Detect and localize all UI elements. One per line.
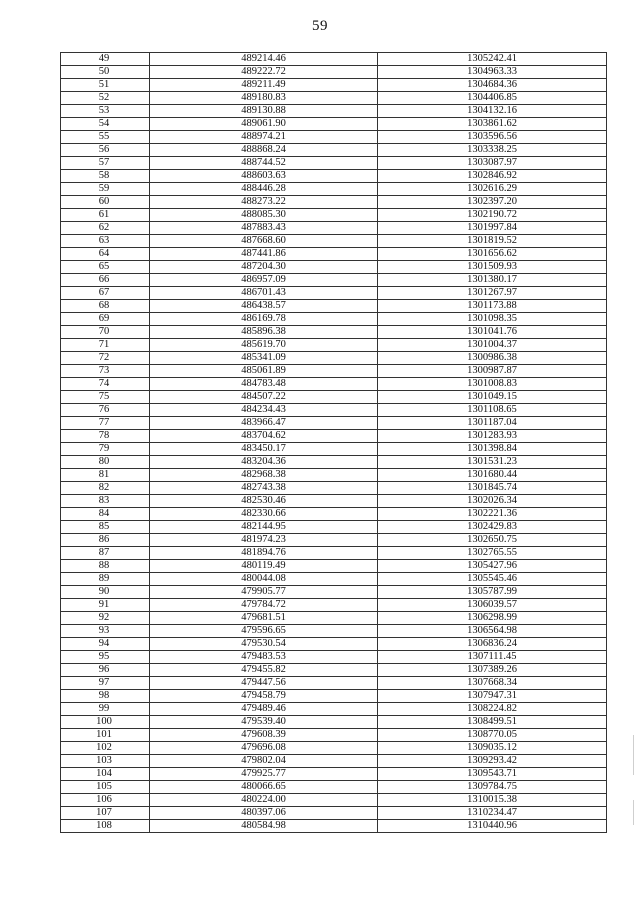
table-row	[61, 443, 607, 456]
table-row	[61, 222, 607, 235]
table-row	[61, 807, 607, 820]
table-row	[61, 690, 607, 703]
point-number-cell: 90	[61, 586, 150, 599]
table-row	[61, 391, 607, 404]
point-number-cell: 49	[61, 53, 150, 66]
y-coordinate-cell: 1310234.47	[378, 807, 607, 820]
x-coordinate-cell: 482743.38	[150, 482, 378, 495]
point-number-cell: 67	[61, 287, 150, 300]
y-coordinate-cell: 1301509.93	[378, 261, 607, 274]
y-coordinate-cell: 1302616.29	[378, 183, 607, 196]
coordinates-table	[60, 52, 607, 833]
y-coordinate-cell: 1307389.26	[378, 664, 607, 677]
point-number-cell: 73	[61, 365, 150, 378]
point-number-cell: 71	[61, 339, 150, 352]
y-coordinate-cell: 1303338.25	[378, 144, 607, 157]
y-coordinate-cell: 1305787.99	[378, 586, 607, 599]
point-number-cell: 95	[61, 651, 150, 664]
point-number-cell: 103	[61, 755, 150, 768]
page-number: 59	[312, 18, 328, 34]
y-coordinate-cell: 1310440.96	[378, 820, 607, 833]
x-coordinate-cell: 487204.30	[150, 261, 378, 274]
y-coordinate-cell: 1301845.74	[378, 482, 607, 495]
table-row	[61, 313, 607, 326]
y-coordinate-cell: 1301187.04	[378, 417, 607, 430]
table-row	[61, 573, 607, 586]
y-coordinate-cell: 1302846.92	[378, 170, 607, 183]
point-number-cell: 76	[61, 404, 150, 417]
table-row	[61, 300, 607, 313]
point-number-cell: 69	[61, 313, 150, 326]
x-coordinate-cell: 481974.23	[150, 534, 378, 547]
table-row	[61, 417, 607, 430]
y-coordinate-cell: 1309784.75	[378, 781, 607, 794]
y-coordinate-cell: 1308224.82	[378, 703, 607, 716]
y-coordinate-cell: 1301004.37	[378, 339, 607, 352]
point-number-cell: 106	[61, 794, 150, 807]
x-coordinate-cell: 479530.54	[150, 638, 378, 651]
x-coordinate-cell: 485061.89	[150, 365, 378, 378]
y-coordinate-cell: 1301656.62	[378, 248, 607, 261]
table-row	[61, 66, 607, 79]
table-row	[61, 261, 607, 274]
point-number-cell: 78	[61, 430, 150, 443]
x-coordinate-cell: 483204.36	[150, 456, 378, 469]
point-number-cell: 105	[61, 781, 150, 794]
y-coordinate-cell: 1308499.51	[378, 716, 607, 729]
x-coordinate-cell: 483704.62	[150, 430, 378, 443]
x-coordinate-cell: 480119.49	[150, 560, 378, 573]
point-number-cell: 83	[61, 495, 150, 508]
x-coordinate-cell: 479905.77	[150, 586, 378, 599]
x-coordinate-cell: 488603.63	[150, 170, 378, 183]
point-number-cell: 50	[61, 66, 150, 79]
y-coordinate-cell: 1309035.12	[378, 742, 607, 755]
y-coordinate-cell: 1301098.35	[378, 313, 607, 326]
point-number-cell: 80	[61, 456, 150, 469]
table-row	[61, 105, 607, 118]
table-row	[61, 378, 607, 391]
y-coordinate-cell: 1302190.72	[378, 209, 607, 222]
x-coordinate-cell: 479596.65	[150, 625, 378, 638]
x-coordinate-cell: 483450.17	[150, 443, 378, 456]
x-coordinate-cell: 482330.66	[150, 508, 378, 521]
point-number-cell: 56	[61, 144, 150, 157]
y-coordinate-cell: 1301108.65	[378, 404, 607, 417]
point-number-cell: 100	[61, 716, 150, 729]
point-number-cell: 89	[61, 573, 150, 586]
table-row	[61, 287, 607, 300]
point-number-cell: 77	[61, 417, 150, 430]
point-number-cell: 72	[61, 352, 150, 365]
table-row	[61, 729, 607, 742]
y-coordinate-cell: 1302221.36	[378, 508, 607, 521]
x-coordinate-cell: 486438.57	[150, 300, 378, 313]
y-coordinate-cell: 1301008.83	[378, 378, 607, 391]
x-coordinate-cell: 482968.38	[150, 469, 378, 482]
table-row	[61, 235, 607, 248]
y-coordinate-cell: 1307947.31	[378, 690, 607, 703]
x-coordinate-cell: 479608.39	[150, 729, 378, 742]
table-row	[61, 131, 607, 144]
point-number-cell: 59	[61, 183, 150, 196]
x-coordinate-cell: 488744.52	[150, 157, 378, 170]
point-number-cell: 101	[61, 729, 150, 742]
table-row	[61, 664, 607, 677]
y-coordinate-cell: 1301819.52	[378, 235, 607, 248]
point-number-cell: 53	[61, 105, 150, 118]
y-coordinate-cell: 1301997.84	[378, 222, 607, 235]
point-number-cell: 75	[61, 391, 150, 404]
point-number-cell: 61	[61, 209, 150, 222]
table-row	[61, 677, 607, 690]
point-number-cell: 65	[61, 261, 150, 274]
table-row	[61, 209, 607, 222]
x-coordinate-cell: 484234.43	[150, 404, 378, 417]
table-row	[61, 703, 607, 716]
x-coordinate-cell: 489130.88	[150, 105, 378, 118]
table-row	[61, 560, 607, 573]
y-coordinate-cell: 1302765.55	[378, 547, 607, 560]
point-number-cell: 57	[61, 157, 150, 170]
table-row	[61, 820, 607, 833]
y-coordinate-cell: 1301267.97	[378, 287, 607, 300]
y-coordinate-cell: 1302026.34	[378, 495, 607, 508]
table-row	[61, 92, 607, 105]
point-number-cell: 87	[61, 547, 150, 560]
y-coordinate-cell: 1302429.83	[378, 521, 607, 534]
point-number-cell: 96	[61, 664, 150, 677]
y-coordinate-cell: 1301531.23	[378, 456, 607, 469]
y-coordinate-cell: 1301049.15	[378, 391, 607, 404]
point-number-cell: 85	[61, 521, 150, 534]
point-number-cell: 66	[61, 274, 150, 287]
y-coordinate-cell: 1306836.24	[378, 638, 607, 651]
point-number-cell: 98	[61, 690, 150, 703]
y-coordinate-cell: 1304406.85	[378, 92, 607, 105]
point-number-cell: 99	[61, 703, 150, 716]
table-row	[61, 365, 607, 378]
x-coordinate-cell: 479539.40	[150, 716, 378, 729]
x-coordinate-cell: 489214.46	[150, 53, 378, 66]
x-coordinate-cell: 488085.30	[150, 209, 378, 222]
point-number-cell: 107	[61, 807, 150, 820]
table-row	[61, 495, 607, 508]
table-row	[61, 196, 607, 209]
y-coordinate-cell: 1305427.96	[378, 560, 607, 573]
table-row	[61, 768, 607, 781]
y-coordinate-cell: 1301680.44	[378, 469, 607, 482]
x-coordinate-cell: 480224.00	[150, 794, 378, 807]
point-number-cell: 81	[61, 469, 150, 482]
y-coordinate-cell: 1302397.20	[378, 196, 607, 209]
x-coordinate-cell: 488446.28	[150, 183, 378, 196]
y-coordinate-cell: 1309293.42	[378, 755, 607, 768]
x-coordinate-cell: 479696.08	[150, 742, 378, 755]
table-row	[61, 547, 607, 560]
scan-artifact	[633, 735, 634, 775]
y-coordinate-cell: 1304963.33	[378, 66, 607, 79]
point-number-cell: 93	[61, 625, 150, 638]
table-row	[61, 274, 607, 287]
y-coordinate-cell: 1301041.76	[378, 326, 607, 339]
point-number-cell: 62	[61, 222, 150, 235]
table-row	[61, 625, 607, 638]
table-row	[61, 53, 607, 66]
y-coordinate-cell: 1304132.16	[378, 105, 607, 118]
x-coordinate-cell: 487441.86	[150, 248, 378, 261]
table-row	[61, 352, 607, 365]
point-number-cell: 51	[61, 79, 150, 92]
coordinates-table-body	[61, 53, 607, 833]
x-coordinate-cell: 482144.95	[150, 521, 378, 534]
x-coordinate-cell: 486169.78	[150, 313, 378, 326]
x-coordinate-cell: 489222.72	[150, 66, 378, 79]
y-coordinate-cell: 1305242.41	[378, 53, 607, 66]
x-coordinate-cell: 486701.43	[150, 287, 378, 300]
table-row	[61, 599, 607, 612]
x-coordinate-cell: 486957.09	[150, 274, 378, 287]
table-row	[61, 430, 607, 443]
table-row	[61, 118, 607, 131]
y-coordinate-cell: 1306039.57	[378, 599, 607, 612]
x-coordinate-cell: 487883.43	[150, 222, 378, 235]
y-coordinate-cell: 1301283.93	[378, 430, 607, 443]
table-row	[61, 521, 607, 534]
y-coordinate-cell: 1300986.38	[378, 352, 607, 365]
y-coordinate-cell: 1304684.36	[378, 79, 607, 92]
y-coordinate-cell: 1306298.99	[378, 612, 607, 625]
y-coordinate-cell: 1308770.05	[378, 729, 607, 742]
y-coordinate-cell: 1307668.34	[378, 677, 607, 690]
x-coordinate-cell: 485896.38	[150, 326, 378, 339]
point-number-cell: 74	[61, 378, 150, 391]
point-number-cell: 104	[61, 768, 150, 781]
point-number-cell: 68	[61, 300, 150, 313]
x-coordinate-cell: 479455.82	[150, 664, 378, 677]
table-row	[61, 742, 607, 755]
y-coordinate-cell: 1307111.45	[378, 651, 607, 664]
y-coordinate-cell: 1309543.71	[378, 768, 607, 781]
point-number-cell: 84	[61, 508, 150, 521]
x-coordinate-cell: 488273.22	[150, 196, 378, 209]
point-number-cell: 70	[61, 326, 150, 339]
table-row	[61, 404, 607, 417]
point-number-cell: 97	[61, 677, 150, 690]
point-number-cell: 63	[61, 235, 150, 248]
x-coordinate-cell: 479681.51	[150, 612, 378, 625]
table-row	[61, 326, 607, 339]
table-row	[61, 157, 607, 170]
table-row	[61, 482, 607, 495]
x-coordinate-cell: 488868.24	[150, 144, 378, 157]
x-coordinate-cell: 479458.79	[150, 690, 378, 703]
point-number-cell: 58	[61, 170, 150, 183]
x-coordinate-cell: 488974.21	[150, 131, 378, 144]
point-number-cell: 92	[61, 612, 150, 625]
x-coordinate-cell: 480066.65	[150, 781, 378, 794]
x-coordinate-cell: 484783.48	[150, 378, 378, 391]
x-coordinate-cell: 489061.90	[150, 118, 378, 131]
point-number-cell: 88	[61, 560, 150, 573]
table-row	[61, 638, 607, 651]
x-coordinate-cell: 480397.06	[150, 807, 378, 820]
x-coordinate-cell: 485341.09	[150, 352, 378, 365]
table-row	[61, 183, 607, 196]
x-coordinate-cell: 479784.72	[150, 599, 378, 612]
y-coordinate-cell: 1306564.98	[378, 625, 607, 638]
x-coordinate-cell: 485619.70	[150, 339, 378, 352]
x-coordinate-cell: 483966.47	[150, 417, 378, 430]
x-coordinate-cell: 489211.49	[150, 79, 378, 92]
table-row	[61, 248, 607, 261]
y-coordinate-cell: 1303596.56	[378, 131, 607, 144]
point-number-cell: 91	[61, 599, 150, 612]
x-coordinate-cell: 489180.83	[150, 92, 378, 105]
x-coordinate-cell: 482530.46	[150, 495, 378, 508]
y-coordinate-cell: 1301380.17	[378, 274, 607, 287]
x-coordinate-cell: 487668.60	[150, 235, 378, 248]
table-row	[61, 170, 607, 183]
table-row	[61, 781, 607, 794]
table-row	[61, 79, 607, 92]
point-number-cell: 60	[61, 196, 150, 209]
point-number-cell: 82	[61, 482, 150, 495]
table-row	[61, 755, 607, 768]
scan-artifact	[633, 800, 634, 825]
y-coordinate-cell: 1303861.62	[378, 118, 607, 131]
y-coordinate-cell: 1303087.97	[378, 157, 607, 170]
y-coordinate-cell: 1305545.46	[378, 573, 607, 586]
table-row	[61, 469, 607, 482]
y-coordinate-cell: 1302650.75	[378, 534, 607, 547]
point-number-cell: 108	[61, 820, 150, 833]
y-coordinate-cell: 1301173.88	[378, 300, 607, 313]
table-row	[61, 794, 607, 807]
point-number-cell: 86	[61, 534, 150, 547]
y-coordinate-cell: 1301398.84	[378, 443, 607, 456]
table-row	[61, 508, 607, 521]
table-row	[61, 456, 607, 469]
y-coordinate-cell: 1310015.38	[378, 794, 607, 807]
point-number-cell: 94	[61, 638, 150, 651]
table-row	[61, 586, 607, 599]
point-number-cell: 102	[61, 742, 150, 755]
point-number-cell: 79	[61, 443, 150, 456]
x-coordinate-cell: 480044.08	[150, 573, 378, 586]
x-coordinate-cell: 481894.76	[150, 547, 378, 560]
table-row	[61, 716, 607, 729]
point-number-cell: 52	[61, 92, 150, 105]
x-coordinate-cell: 479483.53	[150, 651, 378, 664]
point-number-cell: 64	[61, 248, 150, 261]
point-number-cell: 55	[61, 131, 150, 144]
table-row	[61, 144, 607, 157]
x-coordinate-cell: 479802.04	[150, 755, 378, 768]
x-coordinate-cell: 480584.98	[150, 820, 378, 833]
table-row	[61, 651, 607, 664]
x-coordinate-cell: 479447.56	[150, 677, 378, 690]
table-row	[61, 339, 607, 352]
x-coordinate-cell: 484507.22	[150, 391, 378, 404]
x-coordinate-cell: 479489.46	[150, 703, 378, 716]
table-row	[61, 612, 607, 625]
y-coordinate-cell: 1300987.87	[378, 365, 607, 378]
table-row	[61, 534, 607, 547]
x-coordinate-cell: 479925.77	[150, 768, 378, 781]
point-number-cell: 54	[61, 118, 150, 131]
